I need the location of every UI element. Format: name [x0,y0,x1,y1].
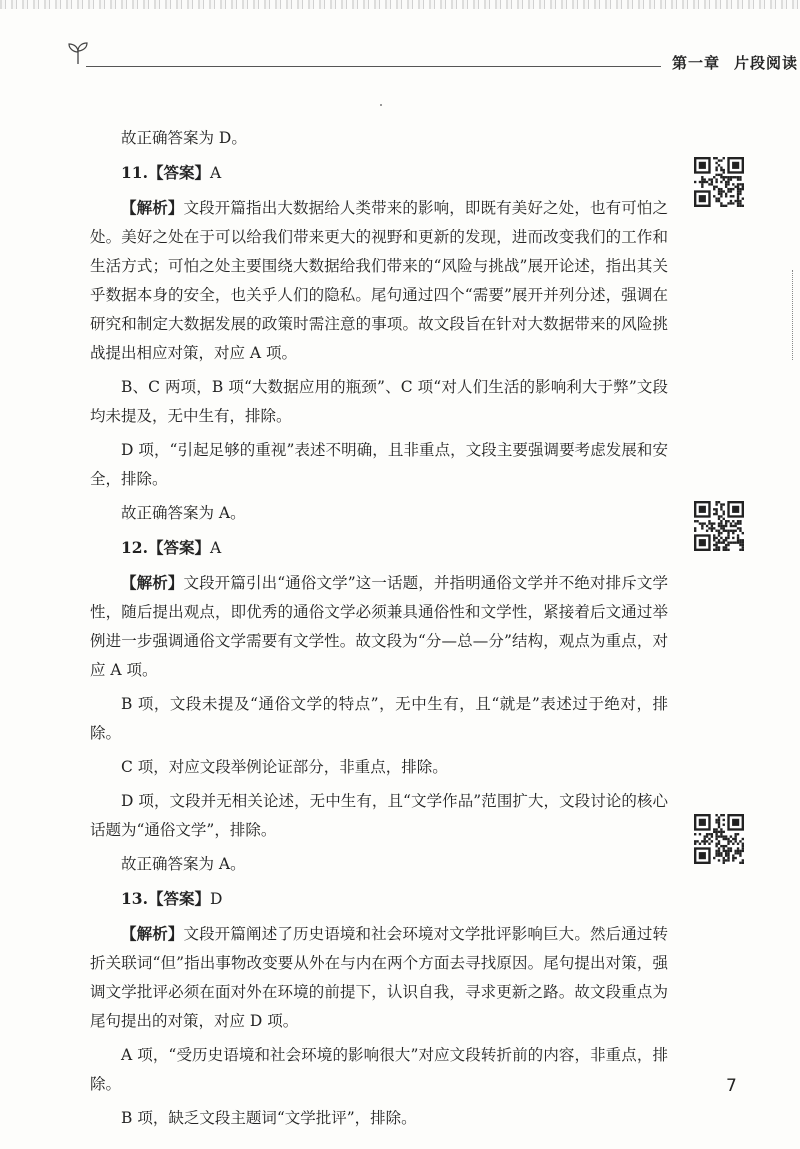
paragraph: D 项，文段并无相关论述，无中生有，且“文学作品”范围扩大，文段讨论的核心话题为“通俗文学”，排除。 [90,792,668,839]
chapter-title [672,52,800,73]
paragraph: B、C 两项，B 项“大数据应用的瓶颈”、C 项“对人们生活的影响利大于弊”文段均未提及，无中生有，排除。 [90,378,668,425]
header-rule [86,66,661,67]
paragraph: B 项，缺乏文段主题词“文学批评”，排除。 [121,1109,417,1127]
paragraph: 故正确答案为 D。 [121,129,247,147]
sprout-icon [66,40,90,66]
answer-heading-12: 12.【答案】A [121,538,222,557]
paragraph: A 项，“受历史语境和社会环境的影响很大”对应文段转折前的内容，非重点，排除。 [90,1046,668,1093]
paragraph: D 项，“引起足够的重视”表述不明确，且非重点，文段主要强调要考虑发展和安全，排除。 [90,441,668,488]
analysis-13: 【解析】文段开篇阐述了历史语境和社会环境对文学批评影响巨大。然后通过转折关联词“但”指出事物改变要从外在与内在两个方面去寻找原因。尾句提出对策，强调文学批评必须在面对外在环境的前提下，认识自我，寻求更新之路。故文段重点为尾句提出的对策，对应 D 项。 [90,924,668,1030]
paragraph: 故正确答案为 A。 [121,504,246,522]
chapter-section: 片段阅读 [734,54,799,72]
page-number: 7 [726,1076,737,1096]
scan-edge-noise [0,0,800,9]
answer-heading-13: 13.【答案】D [121,889,223,908]
paragraph: B 项，文段未提及“通俗文学的特点”，无中生有，且“就是”表述过于绝对，排除。 [90,695,668,742]
answer-explanations [90,124,668,1138]
qr-code-icon[interactable] [694,814,744,864]
paragraph: C 项，对应文段举例论证部分，非重点，排除。 [121,758,448,776]
scan-speck [380,104,382,106]
qr-code-icon[interactable] [694,157,744,207]
qr-code-icon[interactable] [694,501,744,551]
chapter-number: 第一章 [672,54,721,72]
analysis-11: 【解析】文段开篇指出大数据给人类带来的影响，即既有美好之处，也有可怕之处。美好之处在于可以给我们带来更大的视野和更新的发现，进而改变我们的工作和生活方式；可怕之处主要围绕大数据给我们带来的“风险与挑战”展开论述，指出其关乎数据本身的安全，也关乎人们的隐私。尾句通过四个“需要”展开并列分述，强调在研究和制定大数据发展的政策时需注意的事项。故文段旨在针对大数据带来的风险挑战提出相应对策，对应 A 项。 [90,198,668,362]
margin-binding-marks [792,270,800,360]
answer-heading-11: 11.【答案】A [121,163,222,182]
page-header [60,38,800,78]
paragraph: 故正确答案为 A。 [121,855,246,873]
analysis-12: 【解析】文段开篇引出“通俗文学”这一话题，并指明通俗文学并不绝对排斥文学性，随后提出观点，即优秀的通俗文学必须兼具通俗性和文学性，紧接着后文通过举例进一步强调通俗文学需要有文学性。故文段为“分—总—分”结构，观点为重点，对应 A 项。 [90,573,668,679]
